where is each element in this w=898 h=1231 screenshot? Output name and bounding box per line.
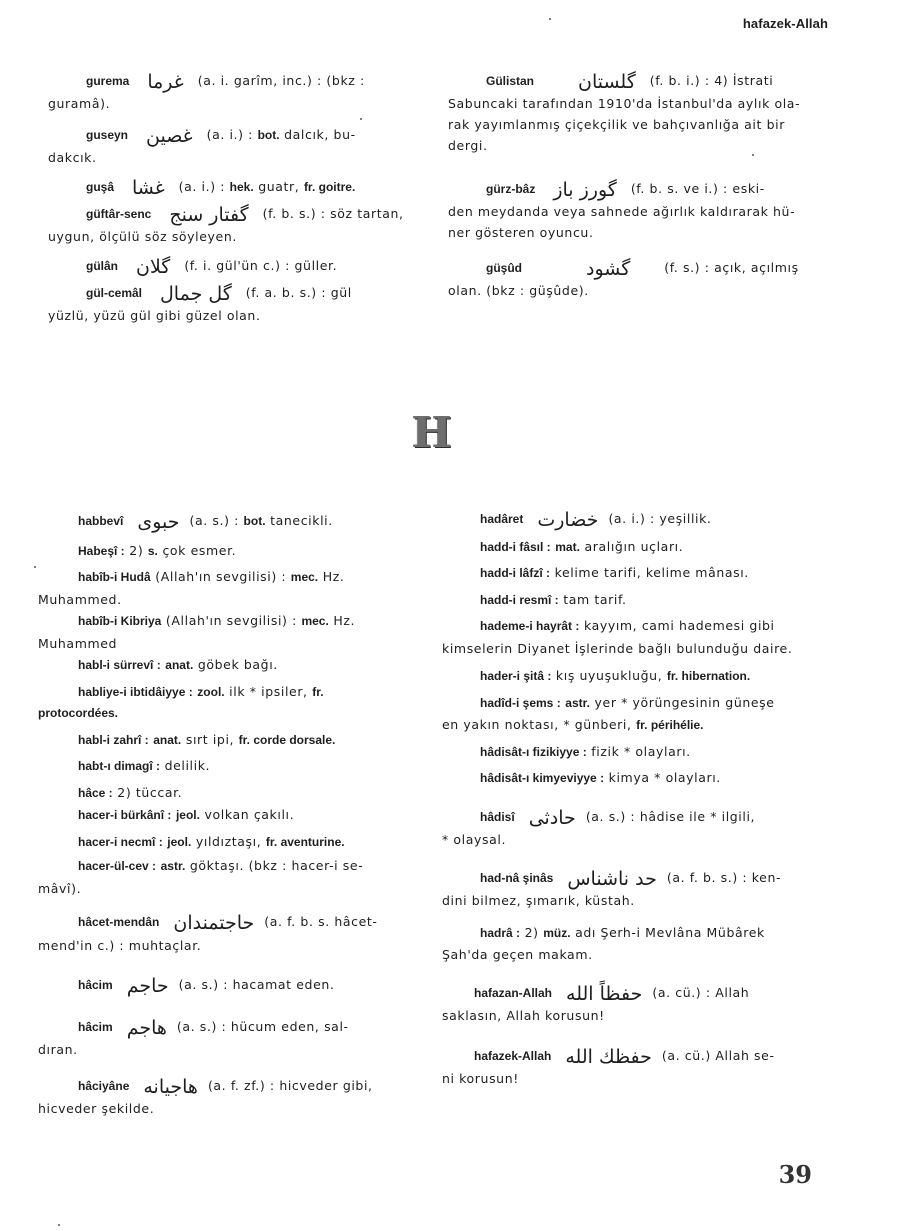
arabic-script: گل جمال [160,283,232,305]
entry-hadid-i-sems [442,692,826,737]
headword: hader-i şitâ : [480,669,552,683]
headword: habt-ı dimagî : [78,759,160,773]
headword: gurema [86,74,130,88]
definition-cont: ner gösteren oyuncu. [448,225,594,240]
definition-cont: saklasın, Allah korusun! [442,1008,605,1023]
definition: (a. cü.) Allah se- [661,1047,775,1063]
abbrev: jeol. [175,808,200,822]
definition: (Allah'ın sevgilisi) : [150,569,291,584]
abbrev: müz. [543,925,571,940]
entry-hafazan-allah [442,982,826,1027]
headword: Gülistan [486,74,535,88]
entry-hacer-i-burkani [38,804,418,827]
definition-cont: Sabuncaki tarafından 1910'da İstanbul'da aylık ola- [448,96,801,111]
definition: (a. i. garîm, inc.) : (bkz : [197,73,365,88]
definition: (a. f. b. s. hâcet- [264,914,378,929]
entry-gulan [48,255,426,278]
headword: hadâret [480,512,524,526]
entry-hacim-2 [38,1016,418,1061]
entry-habl-i-surrevi [38,654,418,677]
definition: çok esmer. [157,542,237,558]
definition: volkan çakılı. [199,807,295,822]
arabic-script: حادثى [528,806,576,829]
arabic-script: حبوى [137,511,180,533]
entry-hafazek-allah [442,1045,826,1090]
definition-cont: olan. (bkz : güşûde). [448,283,589,298]
abbrev: anat. [165,658,194,672]
entry-hadd-i-resmi [442,589,826,612]
headword: gürz-bâz [486,182,536,196]
entry-hace [38,782,418,805]
entry-hadisat-i-kimyeviyye [442,767,826,790]
headword: gül-cemâl [86,286,143,300]
definition-cont: mâvî). [38,880,82,896]
h-right-column [442,508,826,1090]
entry-habt-i-dimagi [38,755,418,778]
definition-cont: Muhammed [38,635,118,651]
definition: (a. s.) : hâdise ile * ilgili, [585,808,756,824]
definition: kimya * olayları. [604,770,721,785]
headword: hacer-i necmî : [78,834,163,849]
abbrev: s. [147,543,158,558]
definition: (a. i.) : [206,127,258,142]
definition-cont: protocordées. [38,706,119,720]
abbrev: zool. [197,684,225,699]
abbrev: astr. [565,695,590,710]
definition: (f. i. gül'ün c.) : güller. [184,258,338,273]
definition: (a. cü.) : Allah [652,984,750,1000]
entry-hademe-i-hayrat [442,615,826,659]
definition-cont: rak yayımlanmış çiçekçilik ve bahçıvanlığa ait bir [448,117,785,132]
definition: fizik * olayları. [586,743,691,759]
entry-hacer-ul-cev [38,855,418,899]
entry-hadd-i-lafzi [442,562,826,585]
definition: (a. s.) : hacamat eden. [178,977,335,992]
abbrev: fr. hibernation. [666,669,751,683]
definition-cont: guramâ). [48,96,111,111]
headword: hafazan-Allah [474,985,553,1000]
arabic-script: غشا [132,177,165,199]
definition: (f. b. i.) : 4) İstrati [649,73,774,88]
definition: (a. s.) : hücum eden, sal- [176,1018,349,1034]
speck [58,1224,60,1226]
definition: göktaşı. (bkz : hacer-i se- [185,858,364,873]
abbrev: anat. [153,732,182,747]
headword: hadd-i resmî : [480,592,559,607]
page-number: 39 [778,1160,812,1189]
entry-hadisat-i-fizikiyye [442,741,826,764]
top-right-column [448,70,830,298]
definition: sırt ipi, [181,731,239,747]
entry-haciyane [38,1075,418,1120]
abbrev: mat. [555,539,580,554]
headword: Habeşî : [78,543,125,558]
section-letter: H [412,408,451,457]
running-head: hafazek-Allah [742,16,828,31]
definition: ilk * ipsiler, [224,683,313,699]
definition-cont: den meydanda veya sahnede ağırlık kaldırarak hü- [448,204,796,219]
headword: güftâr-senc [86,207,152,221]
definition-cont: Muhammed. [38,591,122,607]
headword: hademe-i hayrât : [480,619,580,633]
definition: (a. f. b. s.) : ken- [666,869,782,885]
definition: delilik. [160,758,211,773]
abbrev: fr. goitre. [303,180,356,194]
headword: güşûd [486,261,522,275]
definition: dalcık, bu- [279,127,356,142]
arabic-script: حفظك الله [565,1045,652,1068]
headword: hafazek-Allah [474,1048,552,1063]
definition: adı Şerh-i Mevlâna Mübârek [570,924,765,940]
speck [549,18,551,20]
entry-gulistan [448,70,830,156]
definition-cont: dıran. [38,1042,78,1057]
entry-hadra [442,922,826,966]
abbrev: hek. [229,180,254,194]
definition: 2) [124,542,148,558]
definition: 2) tüccar. [112,784,183,800]
definition: kelime tarifi, kelime mânası. [550,565,749,580]
arabic-script: حاجتمندان [173,912,255,934]
definition: 2) [520,924,544,940]
arabic-script: گفتار سنج [169,204,249,226]
abbrev: jeol. [167,834,192,849]
entry-habliye-i-ibtidaiyye [38,681,418,725]
arabic-script: غصين [146,125,193,147]
entry-hadd-i-fasil [442,536,826,559]
h-left-column [38,510,418,1120]
headword: guseyn [86,128,129,142]
definition: kış uyuşukluğu, [551,668,667,683]
entry-hader-i-sita [442,665,826,688]
abbrev: bot. [257,128,280,142]
definition: tanecikli. [265,513,333,528]
definition: yer * yörüngesinin güneşe [589,694,775,710]
definition: kayyım, cami hademesi gibi [579,618,775,633]
abbrev: fr. corde dorsale. [238,732,336,747]
top-left-column [48,70,426,323]
definition-cont: hicveder şekilde. [38,1101,155,1116]
entry-habib-i-huda [38,566,418,610]
arabic-script: هاجم [126,1016,167,1039]
arabic-script: حد ناشناس [567,867,657,890]
headword: gülân [86,259,118,273]
arabic-script: غرما [147,71,184,93]
definition: guatr, [253,179,304,194]
speck [360,118,362,120]
entry-gusa [48,176,426,199]
headword: habîb-i Hudâ [78,570,151,584]
definition-cont: dakcık. [48,150,97,165]
entry-guftar-senc [48,203,426,247]
entry-hadaret [442,508,826,532]
headword: hadd-i fâsıl : [480,539,551,554]
abbrev: mec. [301,614,329,628]
headword: hâcim [78,1019,113,1034]
abbrev: fr. aventurine. [265,834,345,849]
headword: hâcim [78,978,113,992]
definition: Hz. [328,613,356,628]
definition-cont: ni korusun! [442,1071,519,1086]
abbrev: bot. [243,514,266,528]
entry-hacet-mendan [38,911,418,956]
arabic-script: گشود [585,258,631,280]
headword: hâce : [78,785,113,800]
entry-guseyn [48,124,426,168]
abbrev: astr. [160,859,186,873]
speck [752,154,754,156]
definition-cont: mend'in c.) : muhtaçlar. [38,937,202,953]
entry-habesi [38,540,418,563]
definition: yıldıztaşı, [191,833,266,849]
entry-gurz-baz [448,178,830,243]
definition: (a. s.) : [189,513,244,528]
headword: had-nâ şinâs [480,870,554,885]
arabic-script: حاجم [126,975,169,997]
entry-gul-cemal [48,282,426,326]
arabic-script: گلان [135,256,171,278]
entry-hacim-1 [38,974,418,998]
headword: hâdisât-ı kimyeviyye : [480,771,605,785]
headword: hacer-ül-cev : [78,859,157,873]
arabic-script: گورز باز [553,179,617,201]
entry-gurema [48,70,426,114]
definition: (f. b. s. ve i.) : eski- [630,181,765,196]
definition: tam tarif. [558,591,627,607]
definition-cont: dergi. [448,138,488,153]
headword: habl-i zahrî : [78,732,149,747]
entry-hadisi [442,806,826,851]
headword: guşâ [86,180,115,194]
definition: (f. a. b. s.) : gül [245,285,352,300]
headword: habl-i sürrevî : [78,658,161,672]
headword: hadîd-i şems : [480,695,561,710]
definition-cont: Şah'da geçen makam. [442,947,593,962]
headword: hâcet-mendân [78,915,160,929]
entry-habbevi [38,510,418,534]
definition: göbek bağı. [193,657,278,672]
headword: habliye-i ibtidâiyye : [78,684,193,699]
definition: (a. i.) : [178,179,230,194]
arabic-script: هاجيانه [143,1075,198,1098]
entry-habib-i-kibriya [38,610,418,654]
arabic-script: حفظاً الله [566,982,643,1005]
definition-cont: * olaysal. [442,832,507,847]
abbrev: fr. [312,684,324,699]
arabic-script: گلستان [578,71,636,93]
definition-cont [442,714,826,737]
definition: (f. b. s.) : söz tartan, [262,206,404,221]
entry-gusud [448,257,830,301]
definition: (a. f. zf.) : hicveder gibi, [207,1077,373,1093]
definition: (a. i.) : yeşillik. [608,511,712,526]
headword: hâdisât-ı fizikiyye : [480,744,587,759]
headword: habbevî [78,514,124,528]
definition-cont: yüzlü, yüzü gül gibi güzel olan. [48,308,261,323]
abbrev: fr. périhélie. [636,718,704,732]
abbrev: mec. [290,570,319,584]
headword: habîb-i Kibriya [78,614,162,628]
headword: hadd-i lâfzî : [480,566,550,580]
speck [34,566,36,568]
definition: aralığın uçları. [579,538,684,554]
definition-cont: dini bilmez, şımarık, küstah. [442,893,635,908]
definition: Hz. [318,569,345,584]
definition-cont: kimselerin Diyanet İşlerinde bağlı bulunduğu daire. [442,640,793,656]
definition: (Allah'ın sevgilisi) : [161,613,302,628]
headword: hadrâ : [480,925,521,940]
headword: hâciyâne [78,1078,130,1093]
entry-had-na-sinas [442,867,826,912]
entry-habl-i-zahri [38,729,418,752]
arabic-script: خضارت [537,509,599,531]
entry-hacer-i-necmi [38,831,418,854]
headword: hâdisî [480,809,515,824]
headword: hacer-i bürkânî : [78,808,172,822]
definition-text: en yakın noktası, * günberi, [442,717,637,732]
definition: (f. s.) : açık, açılmış [664,260,799,275]
definition-cont: uygun, ölçülü söz söyleyen. [48,229,237,244]
